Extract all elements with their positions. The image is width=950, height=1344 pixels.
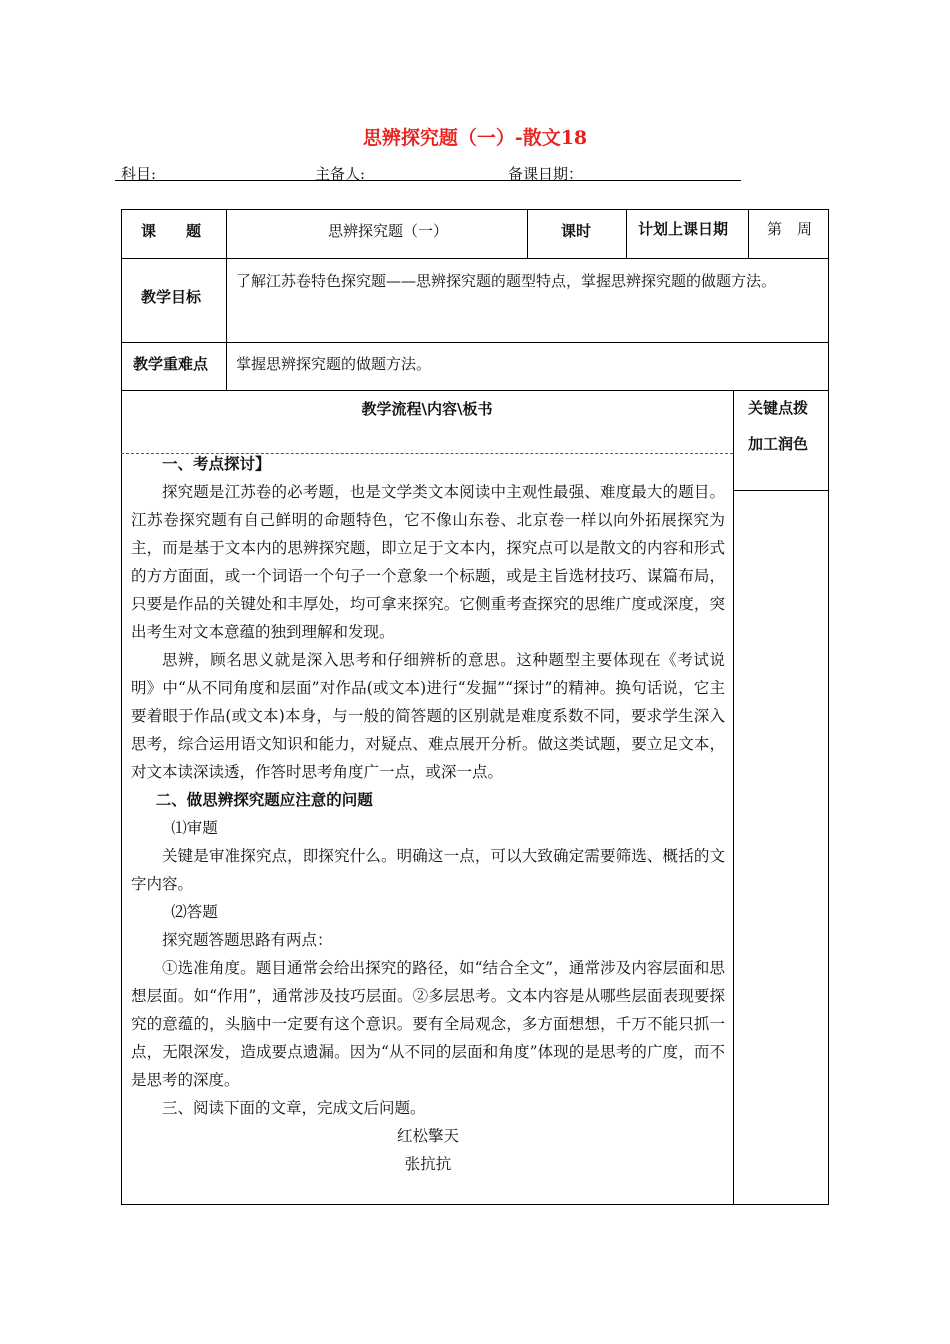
objectives-label: 教学目标 [141, 288, 202, 306]
section-2-subheading: ⑴审题 [171, 819, 218, 837]
col-divider [226, 209, 227, 390]
document-title: 思辨探究题（一）-散文18 [362, 127, 588, 149]
side-heading-1: 关键点拨 [748, 399, 809, 417]
row-divider [121, 390, 829, 391]
section-2-paragraph: 探究题答题思路有两点： [162, 931, 333, 949]
essay-author: 张抗抗 [404, 1155, 452, 1173]
lesson-content [131, 450, 725, 1178]
section-1-title: 一、考点探讨】 [162, 454, 271, 473]
meta-line [115, 160, 741, 181]
section-3-title: 三、阅读下面的文章，完成文后问题。 [162, 1099, 426, 1117]
section-2-paragraph: 关键是审准探究点，即探究什么。明确这一点，可以大致确定需要筛选、概括的文字内容。 [131, 847, 725, 893]
col-divider [626, 209, 627, 258]
week-label: 第 周 [767, 220, 813, 238]
section-2-paragraph: ①选准角度。题目通常会给出探究的路径，如“结合全文”，通常涉及内容层面和思想层面。如“作用”，通常涉及技巧层面。②多层思考。文本内容是从哪些层面表现要探究的意蕴的，头脑中一定要有这个意识。要有全局观念，多方面想想，千万不能只抓一点，无限深发，造成要点遗漏。因为“从不同的层面和角度”体现的是思考的广度，而不是思考的深度。 [131, 959, 725, 1089]
subject-label: 科目: [121, 165, 157, 183]
objectives-text: 了解江苏卷特色探究题——思辨探究题的题型特点，掌握思辨探究题的做题方法。 [236, 272, 777, 290]
section-2-subheading: ⑵答题 [171, 903, 218, 921]
section-2-title: 二、做思辨探究题应注意的问题 [155, 790, 373, 809]
essay-title: 红松擎天 [396, 1127, 459, 1145]
period-label: 课时 [561, 222, 592, 240]
date-label: 备课日期： [508, 165, 584, 183]
section-1-paragraph: 探究题是江苏卷的必考题，也是文学类文本阅读中主观性最强、难度最大的题目。江苏卷探究题有自己鲜明的命题特色，它不像山东卷、北京卷一样以向外拓展探究为主，而是基于文本内的思辨探究题，即立足于文本内，探究点可以是散文的内容和形式的方方面面，或一个词语一个句子一个意象一个标题，或是主旨选材技巧、谋篇布局，只要是作品的关键处和丰厚处，均可拿来探究。它侧重考查探究的思维广度或深度，突出考生对文本意蕴的独到理解和发现。 [131, 483, 725, 641]
row-divider [121, 258, 829, 259]
side-divider [733, 490, 829, 491]
key-points-text: 掌握思辨探究题的做题方法。 [236, 355, 432, 373]
row-divider [121, 342, 829, 343]
col-divider [748, 209, 749, 258]
process-heading: 教学流程\内容\板书 [361, 400, 493, 418]
key-points-label: 教学重难点 [133, 355, 209, 373]
plan-date-label: 计划上课日期 [638, 220, 729, 238]
topic-label: 课 题 [141, 222, 202, 240]
topic-value: 思辨探究题（一） [328, 222, 449, 240]
col-divider [733, 390, 734, 1205]
preparer-label: 主备人: [315, 165, 366, 183]
section-1-paragraph: 思辨，顾名思义就是深入思考和仔细辨析的意思。这种题型主要体现在《考试说明》中“从不同角度和层面”对作品(或文本)进行“发掘”“探讨”的精神。换句话说，它主要着眼于作品(或文本)本身，与一般的简答题的区别就是难度系数不同，要求学生深入思考，综合运用语文知识和能力，对疑点、难点展开分析。做这类试题，要立足文本，对文本读深读透，作答时思考角度广一点，或深一点。 [131, 651, 725, 781]
side-heading-2: 加工润色 [748, 435, 809, 453]
col-divider [527, 209, 528, 258]
